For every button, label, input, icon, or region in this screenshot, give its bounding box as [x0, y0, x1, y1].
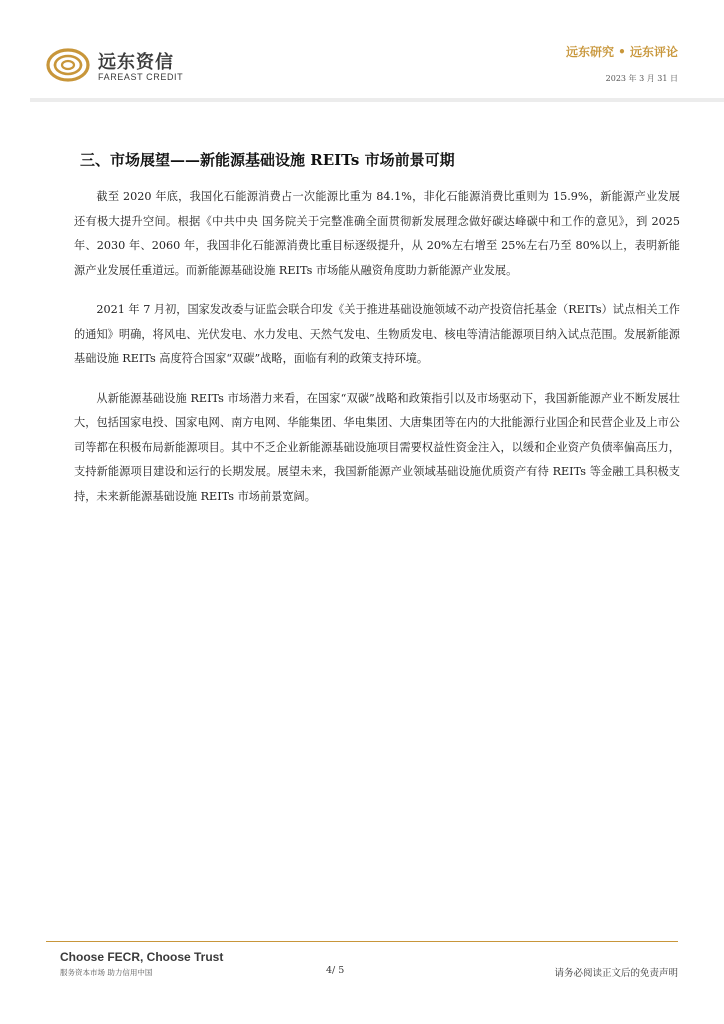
fareast-credit-logo-icon — [42, 46, 94, 84]
paragraph: 2021 年 7 月初，国家发改委与证监会联合印发《关于推进基础设施领域不动产投资信托基金（REITs）试点相关工作的通知》明确，将风电、光伏发电、水力发电、天然气发电、生物质发电、核电等清洁能源项目纳入试点范围。发展新能源基础设施 REITs 高度符合国家“双碳”战略，面临有利的政策支持环境。 — [74, 303, 680, 365]
body-content — [74, 185, 680, 524]
page-header — [0, 0, 724, 104]
header-date: 2023 年 3 月 31 日 — [605, 74, 678, 83]
paragraph: 截至 2020 年底，我国化石能源消费占一次能源比重为 84.1%，非化石能源消费比重则为 15.9%，新能源产业发展还有极大提升空间。根据《中共中央 国务院关于完整准确全面贯彻新发展理念做好碳达峰碳中和工作的意见》，到 2025 年、2030 年、2060 年，我国非化石能源消费比重目标逐级提升，从 20%左右增至 25%左右乃至 80%以上，表明新能源产业发展任重道远。而新能源基础设施 REITs 市场能从融资角度助力新能源产业发展。 — [74, 190, 680, 277]
brand-name-en: FAREAST CREDIT — [98, 72, 184, 82]
section-title: 三、市场展望——新能源基础设施 REITs 市场前景可期 — [80, 151, 455, 169]
brand-name-cn: 远东资信 — [98, 52, 174, 73]
paragraph: 从新能源基础设施 REITs 市场潜力来看，在国家“双碳”战略和政策指引以及市场驱动下，我国新能源产业不断发展壮大，包括国家电投、国家电网、南方电网、华能集团、华电集团、大唐集团等在内的大批能源行业国企和民营企业及上市公司等都在积极布局新能源项目。其中不乏企业新能源基础设施项目需要权益性资金注入，以缓和企业资产负债率偏高压力，支持新能源项目建设和运行的长期发展。展望未来，我国新能源产业领域基础设施优质资产有待 REITs 等金融工具积极支持，未来新能源基础设施 REITs 市场前景宽阔。 — [74, 391, 680, 503]
footer-disclaimer: 请务必阅读正文后的免责声明 — [554, 968, 678, 979]
footer-subtitle: 服务资本市场 助力信用中国 — [60, 968, 153, 977]
page-number: 4/ 5 — [326, 965, 345, 976]
footer-divider — [46, 941, 678, 942]
footer-slogan: Choose FECR, Choose Trust — [60, 950, 224, 964]
header-divider — [30, 98, 724, 102]
header-category-tag: 远东研究 • 远东评论 — [565, 45, 678, 59]
